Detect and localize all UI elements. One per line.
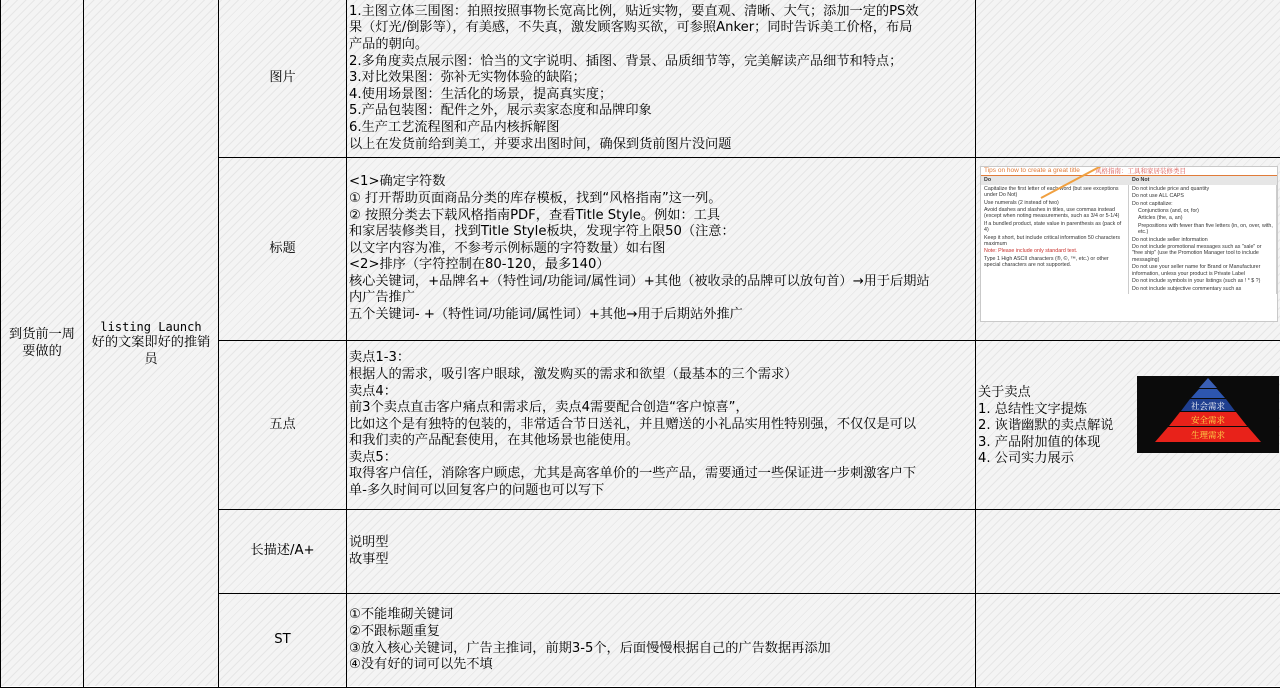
bullets-line: 卖点5： [349, 450, 973, 467]
dont-item: Do not use your seller name for Brand or Manufacturer information, unless your product is Private Label [1132, 264, 1273, 277]
cell-st-extra[interactable] [976, 594, 1280, 688]
title-label: 标题 [269, 241, 295, 256]
st-line: ②不跟标题重复 [349, 624, 973, 641]
cell-bullets-extra[interactable] [976, 341, 1280, 510]
cell-images-content[interactable] [347, 0, 976, 158]
do-item: Keep it short, but include critical information 50 characters maximum [984, 235, 1125, 248]
images-line: 4.使用场景图：生活化的场景，提高真实度； [349, 87, 973, 104]
st-line: ④没有好的词可以先不填 [349, 657, 973, 674]
dont-item: Do not include promotional messages such as "sale" or "free ship" (use the Promotion Manager tool to include messaging) [1132, 244, 1273, 263]
images-line: 2.多角度卖点展示图：恰当的文字说明、插图、背景、品质细节等，完美解读产品细节和特点； [349, 54, 973, 71]
style-guide-screenshot [980, 166, 1278, 322]
images-line: 1.主图立体三围图：拍照按照事物长宽高比例，贴近实物，要直观、清晰、大气；添加一定的PS效 [349, 4, 973, 21]
selling-points-note [978, 385, 1113, 468]
description-line: 说明型 [349, 535, 973, 552]
style-guide-note: 风格指南：工具和家居装修类目 [1095, 169, 1186, 175]
do-note: Note: Please include only standard text. [984, 248, 1125, 254]
st-line: ①不能堆砌关键词 [349, 607, 973, 624]
bullets-line: 和我们卖的产品配套使用，在其他场景也能使用。 [349, 433, 973, 450]
title-line: ① 打开帮助页面商品分类的库存模板，找到“风格指南”这一列。 [349, 191, 973, 208]
cell-stage[interactable] [1, 0, 84, 688]
style-guide-title: Tips on how to create a great title [981, 167, 1277, 176]
selling-point-item: 3. 产品附加值的体现 [978, 435, 1113, 452]
selling-point-item: 4. 公司实力展示 [978, 451, 1113, 468]
cell-title-extra[interactable] [976, 158, 1280, 341]
bullets-line: 前3个卖点直击客户痛点和需求后，卖点4需要配合创造“客户惊喜”， [349, 400, 973, 417]
do-item: Capitalize the first letter of each word (but see exceptions under Do Not) [984, 186, 1125, 199]
images-line: 6.生产工艺流程图和产品内核拆解图 [349, 120, 973, 137]
dont-item: Do not include price and quantity [1132, 186, 1273, 192]
bullets-line: 卖点4： [349, 384, 973, 401]
title-line: 五个关键词- +（特性词/功能词/属性词）+其他→用于后期站外推广 [349, 307, 973, 324]
cell-bullets-content[interactable] [347, 341, 976, 510]
selling-point-item: 2. 诙谐幽默的卖点解说 [978, 418, 1113, 435]
cell-title-label[interactable] [219, 158, 347, 341]
st-label: ST [274, 632, 290, 647]
do-item: If a bundled product, state value in parenthesis as (pack of 4) [984, 221, 1125, 234]
cell-images-label[interactable] [219, 0, 347, 158]
images-label: 图片 [269, 70, 295, 85]
selling-points-heading: 关于卖点 [978, 385, 1113, 402]
images-line: 以上在发货前给到美工，并要求出图时间，确保到货前图片没问题 [349, 137, 973, 154]
do-header: Do [981, 176, 1129, 184]
dont-item: Do not include symbols in your listings (such as ! * $ ?) [1132, 278, 1273, 284]
bullets-line: 单-多久时间可以回复客户的问题也可以写下 [349, 483, 973, 500]
pyramid-label: 生理需求 [1191, 430, 1226, 440]
cell-role[interactable] [84, 0, 219, 688]
pyramid-apex [1199, 378, 1217, 388]
cell-bullets-label[interactable] [219, 341, 347, 510]
dont-header: Do Not [1129, 176, 1277, 184]
cell-description-extra[interactable] [976, 510, 1280, 594]
dont-item: Do not capitalize: [1132, 201, 1273, 207]
title-line: <2>排序（字符控制在80-120，最多140） [349, 257, 973, 274]
bullets-line: 根据人的需求，吸引客户眼球，激发购买的需求和欲望（最基本的三个需求） [349, 367, 973, 384]
bullets-label: 五点 [269, 417, 295, 432]
stage-label: 到货前一周要做的 [9, 327, 75, 359]
title-line: <1>确定字符数 [349, 174, 973, 191]
cell-images-extra[interactable] [976, 0, 1280, 158]
do-item: Avoid dashes and slashes in titles, use commas instead (except when noting measurements, such as 3/4 or 5-1/4) [984, 207, 1125, 220]
cell-st-label[interactable] [219, 594, 347, 688]
role-line-2: 好的文案即好的推销员 [86, 335, 216, 368]
pyramid-tier [1191, 389, 1225, 398]
pyramid-label: 社会需求 [1191, 401, 1226, 411]
pyramid-graphic [1137, 376, 1279, 453]
selling-point-item: 1. 总结性文字提炼 [978, 402, 1113, 419]
dont-item: Articles (the, a, an) [1132, 215, 1273, 221]
pyramid-label: 安全需求 [1191, 415, 1226, 425]
row-images [1, 0, 1280, 158]
dont-item: Do not include subjective commentary such as [1132, 286, 1273, 292]
bullets-line: 比如这个是有独特的包装的，非常适合节日送礼，并且赠送的小礼品实用性特别强，不仅仅是可以 [349, 417, 973, 434]
title-line: 内广告推广 [349, 290, 973, 307]
dont-item: Conjunctions (and, or, for) [1132, 208, 1273, 214]
images-line: 3.对比效果图：弥补无实物体验的缺陷； [349, 70, 973, 87]
bullets-line: 取得客户信任，消除客户顾虑，尤其是高客单价的一些产品，需要通过一些保证进一步刺激客户下 [349, 466, 973, 483]
title-line: 和家居装修类目，找到Title Style板块，发现字符上限50（注意： [349, 224, 973, 241]
title-line: ② 按照分类去下载风格指南PDF，查看Title Style。例如：工具 [349, 208, 973, 225]
dont-item: Do not use ALL CAPS [1132, 193, 1273, 199]
style-guide-body [981, 185, 1277, 294]
images-line: 果（灯光/倒影等），有美感，不失真，激发顾客购买欲，可参照Anker；同时告诉美工价格，布局 [349, 20, 973, 37]
description-line: 故事型 [349, 552, 973, 569]
dont-column [1129, 185, 1277, 294]
style-guide-header [981, 176, 1277, 184]
dont-item: Do not include seller information [1132, 237, 1273, 243]
cell-description-content[interactable] [347, 510, 976, 594]
dont-item: Prepositions with fewer than five letters (in, on, over, with, etc.) [1132, 223, 1273, 236]
title-line: 以文字内容为准，不参考示例标题的字符数量）如右图 [349, 241, 973, 258]
cell-st-content[interactable] [347, 594, 976, 688]
images-line: 产品的朝向。 [349, 37, 973, 54]
bullets-line: 卖点1-3： [349, 350, 973, 367]
st-line: ③放入核心关键词，广告主推词，前期3-5个，后面慢慢根据自己的广告数据再添加 [349, 641, 973, 658]
do-column [981, 185, 1129, 294]
description-label: 长描述/A+ [250, 543, 314, 558]
do-item: Use numerals (2 instead of two) [984, 200, 1125, 206]
title-line: 核心关键词，+品牌名+（特性词/功能词/属性词）+其他（被收录的品牌可以放句首）→用于后期站 [349, 274, 973, 291]
do-note-detail: Type 1 High ASCII characters (®, ©, ™, etc.) or other special characters are not supported. [984, 256, 1125, 269]
cell-title-content[interactable] [347, 158, 976, 341]
cell-description-label[interactable] [219, 510, 347, 594]
role-line-1: listing Launch [86, 319, 216, 336]
images-line: 5.产品包装图：配件之外，展示卖家态度和品牌印象 [349, 103, 973, 120]
needs-pyramid-image [1137, 376, 1279, 453]
